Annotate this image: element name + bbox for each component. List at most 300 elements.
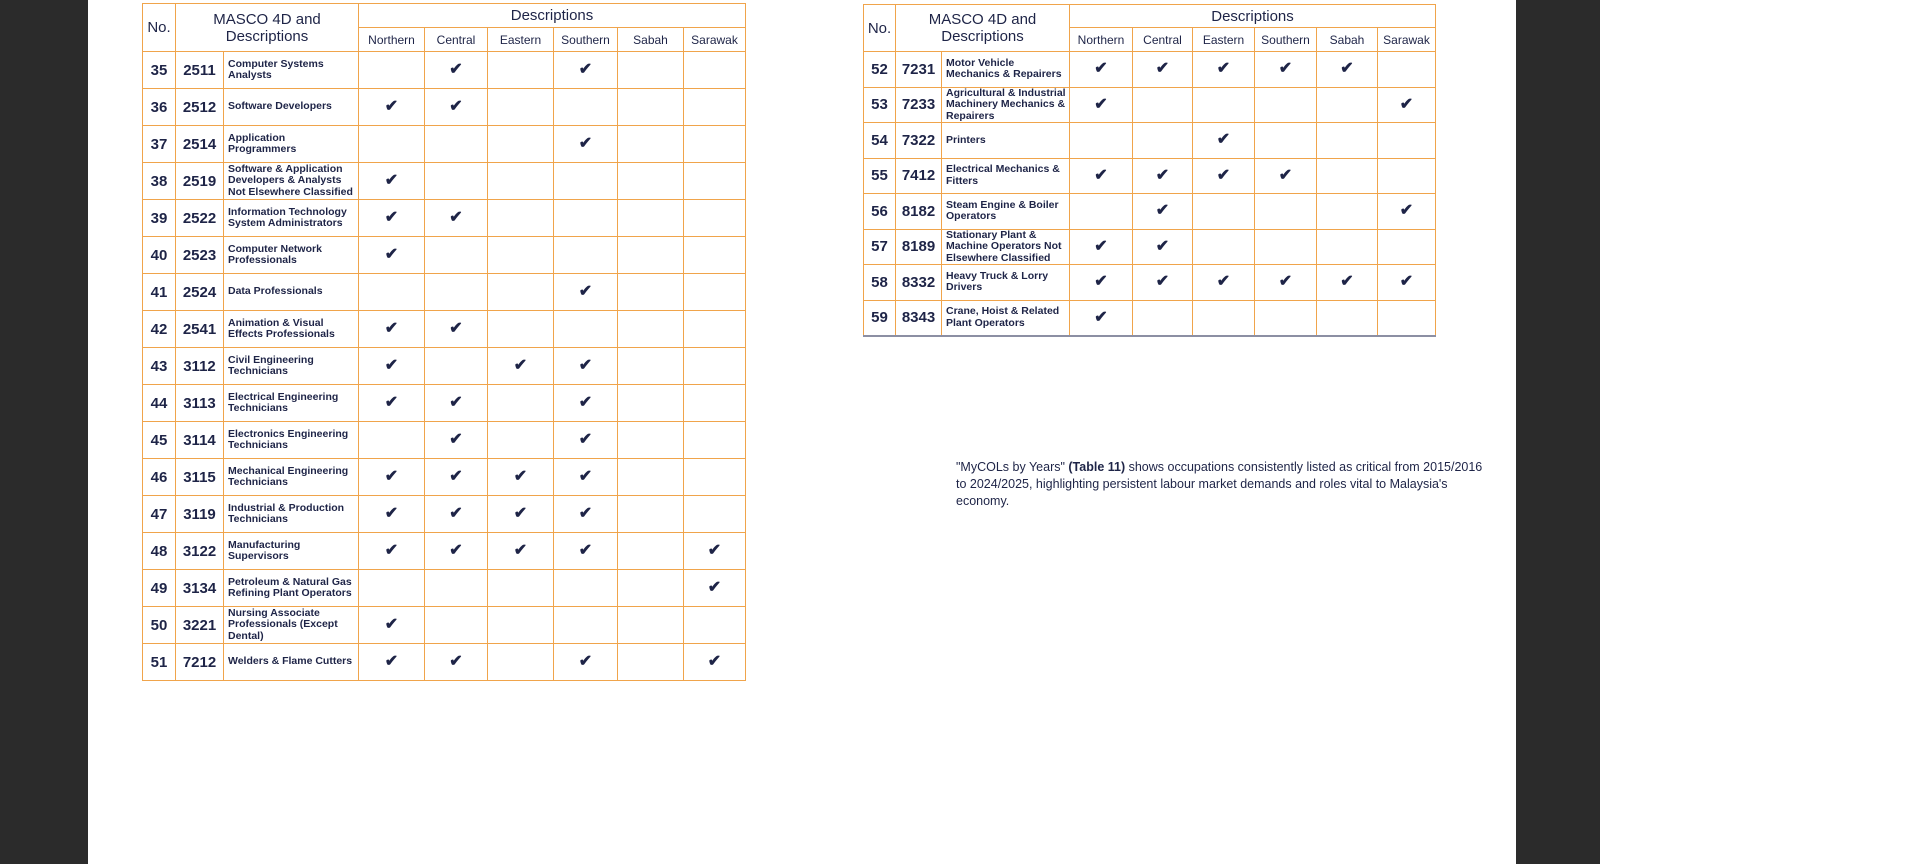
cell-southern [554, 385, 618, 422]
cell-eastern [1193, 158, 1255, 194]
checkmark-icon: ✔ [707, 653, 722, 670]
cell-central [425, 644, 488, 681]
checkmark-icon: ✔ [513, 505, 528, 522]
header-region-central: Central [1133, 28, 1193, 52]
masco-code: 7212 [176, 644, 224, 681]
header-masco: MASCO 4D and Descriptions [176, 4, 359, 52]
cell-eastern [488, 348, 554, 385]
masco-code: 3112 [176, 348, 224, 385]
cell-southern [554, 274, 618, 311]
cell-northern [1070, 194, 1133, 230]
checkmark-icon: ✔ [449, 394, 463, 411]
checkmark-icon: ✔ [1340, 273, 1354, 291]
cell-sabah [618, 237, 684, 274]
cell-sabah [618, 385, 684, 422]
cell-central [425, 163, 488, 200]
row-number: 58 [864, 265, 896, 301]
cell-southern [554, 348, 618, 385]
mycols-table-left [142, 3, 746, 681]
checkmark-icon: ✔ [449, 505, 463, 522]
checkmark-icon: ✔ [384, 468, 399, 485]
table-row [143, 89, 746, 126]
header-region-sarawak: Sarawak [1378, 28, 1436, 52]
checkmark-icon: ✔ [1216, 60, 1231, 78]
masco-code: 2511 [176, 52, 224, 89]
cell-central [425, 607, 488, 644]
occupation-name: Welders & Flame Cutters [224, 644, 359, 681]
occupation-name: Printers [942, 123, 1070, 159]
cell-southern [1255, 158, 1317, 194]
cell-sarawak [1378, 158, 1436, 194]
cell-central [425, 422, 488, 459]
cell-northern [359, 644, 425, 681]
cell-eastern [488, 496, 554, 533]
cell-eastern [1193, 123, 1255, 159]
cell-central [1133, 194, 1193, 230]
cell-sarawak [684, 311, 746, 348]
row-number: 44 [143, 385, 176, 422]
cell-eastern [488, 200, 554, 237]
masco-code: 3114 [176, 422, 224, 459]
table-row [143, 570, 746, 607]
cell-northern [359, 570, 425, 607]
cell-northern [359, 126, 425, 163]
masco-code: 3221 [176, 607, 224, 644]
checkmark-icon: ✔ [449, 209, 463, 226]
checkmark-icon: ✔ [513, 468, 528, 485]
cell-eastern [488, 459, 554, 496]
checkmark-icon: ✔ [384, 172, 399, 189]
checkmark-icon: ✔ [384, 505, 399, 522]
checkmark-icon: ✔ [513, 357, 528, 374]
occupation-name: Application Programmers [224, 126, 359, 163]
checkmark-icon: ✔ [449, 320, 463, 337]
checkmark-icon: ✔ [1094, 308, 1108, 326]
cell-central [425, 200, 488, 237]
checkmark-icon: ✔ [1094, 237, 1108, 255]
cell-sabah [618, 644, 684, 681]
cell-sarawak [684, 496, 746, 533]
cell-sarawak [684, 200, 746, 237]
row-number: 57 [864, 229, 896, 265]
masco-code: 2519 [176, 163, 224, 200]
checkmark-icon: ✔ [1094, 166, 1108, 184]
checkmark-icon: ✔ [449, 61, 463, 78]
row-number: 35 [143, 52, 176, 89]
cell-northern [359, 533, 425, 570]
row-number: 49 [143, 570, 176, 607]
cell-southern [1255, 194, 1317, 230]
cell-southern [554, 52, 618, 89]
table-row [143, 200, 746, 237]
checkmark-icon: ✔ [449, 98, 463, 115]
occupation-name: Electrical Mechanics & Fitters [942, 158, 1070, 194]
table-row [143, 607, 746, 644]
cell-sabah [618, 533, 684, 570]
cell-northern [359, 237, 425, 274]
checkmark-icon: ✔ [449, 542, 463, 559]
header-descriptions: Descriptions [1070, 5, 1436, 28]
table-row [143, 422, 746, 459]
cell-sarawak [684, 163, 746, 200]
checkmark-icon: ✔ [384, 246, 399, 263]
cell-sabah [618, 126, 684, 163]
occupation-name: Agricultural & Industrial Machinery Mechanics & Repairers [942, 87, 1070, 123]
checkmark-icon: ✔ [1155, 166, 1170, 184]
cell-northern [359, 52, 425, 89]
table-row [864, 194, 1436, 230]
table-row [864, 229, 1436, 265]
cell-southern [554, 89, 618, 126]
cell-sarawak [684, 89, 746, 126]
cell-sabah [1317, 158, 1378, 194]
masco-code: 7233 [896, 87, 942, 123]
row-number: 48 [143, 533, 176, 570]
cell-central [1133, 52, 1193, 88]
checkmark-icon: ✔ [384, 616, 399, 633]
occupation-name: Data Professionals [224, 274, 359, 311]
cell-sarawak [684, 348, 746, 385]
masco-code: 3134 [176, 570, 224, 607]
cell-southern [554, 533, 618, 570]
masco-code: 2512 [176, 89, 224, 126]
checkmark-icon: ✔ [1216, 166, 1231, 184]
row-number: 36 [143, 89, 176, 126]
cell-central [425, 126, 488, 163]
header-region-southern: Southern [554, 28, 618, 52]
cell-central [425, 311, 488, 348]
cell-southern [554, 459, 618, 496]
row-number: 53 [864, 87, 896, 123]
row-number: 55 [864, 158, 896, 194]
cell-northern [359, 607, 425, 644]
header-no: No. [143, 4, 176, 52]
cell-northern [1070, 265, 1133, 301]
checkmark-icon: ✔ [578, 135, 593, 152]
table-row [864, 158, 1436, 194]
occupation-name: Heavy Truck & Lorry Drivers [942, 265, 1070, 301]
row-number: 52 [864, 52, 896, 88]
checkmark-icon: ✔ [1216, 131, 1231, 149]
cell-sarawak [1378, 229, 1436, 265]
cell-central [425, 459, 488, 496]
occupation-name: Electronics Engineering Technicians [224, 422, 359, 459]
masco-code: 2514 [176, 126, 224, 163]
checkmark-icon: ✔ [1340, 60, 1354, 78]
checkmark-icon: ✔ [578, 283, 593, 300]
occupation-name: Computer Systems Analysts [224, 52, 359, 89]
cell-eastern [488, 644, 554, 681]
cell-sabah [618, 570, 684, 607]
cell-eastern [488, 570, 554, 607]
checkmark-icon: ✔ [449, 653, 463, 670]
cell-central [1133, 229, 1193, 265]
row-number: 50 [143, 607, 176, 644]
header-no: No. [864, 5, 896, 52]
checkmark-icon: ✔ [384, 653, 399, 670]
cell-sabah [618, 607, 684, 644]
cell-northern [1070, 300, 1133, 336]
cell-northern [359, 348, 425, 385]
cell-northern [359, 459, 425, 496]
cell-sabah [1317, 229, 1378, 265]
header-descriptions: Descriptions [359, 4, 746, 28]
cell-sarawak [1378, 87, 1436, 123]
masco-code: 8182 [896, 194, 942, 230]
table-row [143, 644, 746, 681]
cell-central [1133, 123, 1193, 159]
cell-sabah [618, 200, 684, 237]
cell-southern [1255, 229, 1317, 265]
checkmark-icon: ✔ [578, 394, 593, 411]
cell-sarawak [684, 570, 746, 607]
cell-southern [554, 607, 618, 644]
note-table-ref: (Table 11) [1068, 459, 1126, 474]
cell-southern [1255, 123, 1317, 159]
checkmark-icon: ✔ [384, 394, 399, 411]
occupation-name: Animation & Visual Effects Professionals [224, 311, 359, 348]
row-number: 38 [143, 163, 176, 200]
checkmark-icon: ✔ [578, 61, 593, 78]
table-row [143, 274, 746, 311]
table-row [143, 459, 746, 496]
occupation-name: Motor Vehicle Mechanics & Repairers [942, 52, 1070, 88]
masco-code: 3119 [176, 496, 224, 533]
cell-sabah [1317, 300, 1378, 336]
checkmark-icon: ✔ [384, 209, 399, 226]
row-number: 43 [143, 348, 176, 385]
header-region-eastern: Eastern [488, 28, 554, 52]
header-region-northern: Northern [359, 28, 425, 52]
cell-eastern [488, 126, 554, 163]
note-suffix: shows occupations consistently listed as critical from 2015/2016 to 2024/2025, highlighting persistent labour market demands and roles vital to Malaysia's economy. [956, 459, 1483, 508]
cell-eastern [1193, 229, 1255, 265]
cell-central [425, 237, 488, 274]
cell-sarawak [684, 126, 746, 163]
cell-sabah [618, 163, 684, 200]
checkmark-icon: ✔ [1155, 273, 1170, 291]
masco-code: 2524 [176, 274, 224, 311]
cell-sarawak [1378, 300, 1436, 336]
masco-code: 2523 [176, 237, 224, 274]
checkmark-icon: ✔ [578, 431, 593, 448]
cell-central [1133, 158, 1193, 194]
cell-sabah [618, 348, 684, 385]
cell-central [425, 570, 488, 607]
checkmark-icon: ✔ [384, 98, 399, 115]
table-row [143, 52, 746, 89]
row-number: 51 [143, 644, 176, 681]
cell-northern [1070, 87, 1133, 123]
cell-sarawak [684, 607, 746, 644]
cell-northern [1070, 158, 1133, 194]
cell-southern [554, 126, 618, 163]
checkmark-icon: ✔ [1155, 237, 1170, 255]
table-row [864, 300, 1436, 336]
row-number: 59 [864, 300, 896, 336]
occupation-name: Stationary Plant & Machine Operators Not Elsewhere Classified [942, 229, 1070, 265]
cell-northern [1070, 123, 1133, 159]
cell-eastern [1193, 194, 1255, 230]
masco-code: 8343 [896, 300, 942, 336]
cell-southern [1255, 52, 1317, 88]
cell-southern [554, 644, 618, 681]
cell-northern [359, 422, 425, 459]
cell-southern [554, 237, 618, 274]
cell-sabah [1317, 123, 1378, 159]
checkmark-icon: ✔ [1399, 95, 1414, 113]
checkmark-icon: ✔ [578, 542, 593, 559]
checkmark-icon: ✔ [1094, 60, 1108, 78]
cell-sabah [618, 496, 684, 533]
cell-southern [554, 422, 618, 459]
masco-code: 7412 [896, 158, 942, 194]
occupation-name: Petroleum & Natural Gas Refining Plant Operators [224, 570, 359, 607]
cell-sabah [1317, 87, 1378, 123]
table-11-note [956, 459, 1496, 510]
cell-eastern [488, 385, 554, 422]
header-region-sabah: Sabah [1317, 28, 1378, 52]
cell-eastern [488, 52, 554, 89]
cell-sabah [1317, 194, 1378, 230]
row-number: 42 [143, 311, 176, 348]
cell-sarawak [684, 385, 746, 422]
header-region-central: Central [425, 28, 488, 52]
cell-southern [1255, 300, 1317, 336]
table-row [143, 311, 746, 348]
masco-code: 7322 [896, 123, 942, 159]
cell-eastern [488, 311, 554, 348]
masco-code: 3122 [176, 533, 224, 570]
viewer-gutter [1516, 0, 1600, 864]
checkmark-icon: ✔ [578, 653, 593, 670]
occupation-name: Nursing Associate Professionals (Except Dental) [224, 607, 359, 644]
cell-southern [554, 496, 618, 533]
cell-sabah [1317, 52, 1378, 88]
cell-eastern [488, 163, 554, 200]
cell-sabah [618, 422, 684, 459]
cell-northern [359, 496, 425, 533]
occupation-name: Electrical Engineering Technicians [224, 385, 359, 422]
row-number: 56 [864, 194, 896, 230]
checkmark-icon: ✔ [1094, 273, 1108, 291]
checkmark-icon: ✔ [578, 357, 593, 374]
occupation-name: Mechanical Engineering Technicians [224, 459, 359, 496]
checkmark-icon: ✔ [1399, 273, 1414, 291]
cell-central [425, 274, 488, 311]
occupation-name: Steam Engine & Boiler Operators [942, 194, 1070, 230]
cell-central [1133, 87, 1193, 123]
occupation-name: Crane, Hoist & Related Plant Operators [942, 300, 1070, 336]
cell-eastern [1193, 52, 1255, 88]
row-number: 41 [143, 274, 176, 311]
cell-sarawak [684, 459, 746, 496]
cell-sabah [618, 459, 684, 496]
masco-code: 3113 [176, 385, 224, 422]
cell-sabah [618, 274, 684, 311]
occupation-name: Industrial & Production Technicians [224, 496, 359, 533]
header-region-eastern: Eastern [1193, 28, 1255, 52]
row-number: 39 [143, 200, 176, 237]
header-region-sarawak: Sarawak [684, 28, 746, 52]
cell-central [425, 89, 488, 126]
cell-central [425, 348, 488, 385]
cell-southern [554, 311, 618, 348]
occupation-name: Manufacturing Supervisors [224, 533, 359, 570]
cell-northern [359, 311, 425, 348]
cell-southern [1255, 265, 1317, 301]
checkmark-icon: ✔ [707, 579, 722, 596]
checkmark-icon: ✔ [578, 505, 593, 522]
masco-code: 2541 [176, 311, 224, 348]
cell-central [425, 385, 488, 422]
cell-sarawak [684, 422, 746, 459]
row-number: 46 [143, 459, 176, 496]
checkmark-icon: ✔ [449, 468, 463, 485]
table-row [864, 265, 1436, 301]
cell-eastern [488, 89, 554, 126]
table-row [143, 533, 746, 570]
cell-eastern [488, 237, 554, 274]
row-number: 40 [143, 237, 176, 274]
viewer-background [1600, 0, 1920, 864]
cell-sabah [618, 89, 684, 126]
header-region-northern: Northern [1070, 28, 1133, 52]
cell-northern [1070, 229, 1133, 265]
cell-sarawak [1378, 123, 1436, 159]
cell-eastern [488, 422, 554, 459]
table-row [143, 348, 746, 385]
row-number: 47 [143, 496, 176, 533]
row-number: 54 [864, 123, 896, 159]
cell-sarawak [1378, 194, 1436, 230]
cell-southern [554, 163, 618, 200]
masco-code: 2522 [176, 200, 224, 237]
cell-sarawak [684, 644, 746, 681]
checkmark-icon: ✔ [1216, 273, 1231, 291]
header-masco: MASCO 4D and Descriptions [896, 5, 1070, 52]
occupation-name: Computer Network Professionals [224, 237, 359, 274]
checkmark-icon: ✔ [449, 431, 463, 448]
cell-sarawak [1378, 52, 1436, 88]
cell-eastern [1193, 300, 1255, 336]
checkmark-icon: ✔ [1278, 273, 1293, 291]
table-row [143, 496, 746, 533]
header-region-southern: Southern [1255, 28, 1317, 52]
cell-eastern [1193, 87, 1255, 123]
cell-central [1133, 300, 1193, 336]
checkmark-icon: ✔ [707, 542, 722, 559]
cell-sarawak [1378, 265, 1436, 301]
masco-code: 7231 [896, 52, 942, 88]
cell-sabah [618, 52, 684, 89]
cell-northern [1070, 52, 1133, 88]
cell-sarawak [684, 274, 746, 311]
row-number: 37 [143, 126, 176, 163]
cell-northern [359, 385, 425, 422]
checkmark-icon: ✔ [384, 320, 399, 337]
table-row [864, 123, 1436, 159]
document-page [88, 0, 1516, 864]
cell-sarawak [684, 533, 746, 570]
table-row [864, 87, 1436, 123]
table-row [143, 126, 746, 163]
checkmark-icon: ✔ [1094, 95, 1108, 113]
table-row [143, 163, 746, 200]
row-number: 45 [143, 422, 176, 459]
checkmark-icon: ✔ [384, 357, 399, 374]
mycols-table-right [863, 4, 1436, 337]
